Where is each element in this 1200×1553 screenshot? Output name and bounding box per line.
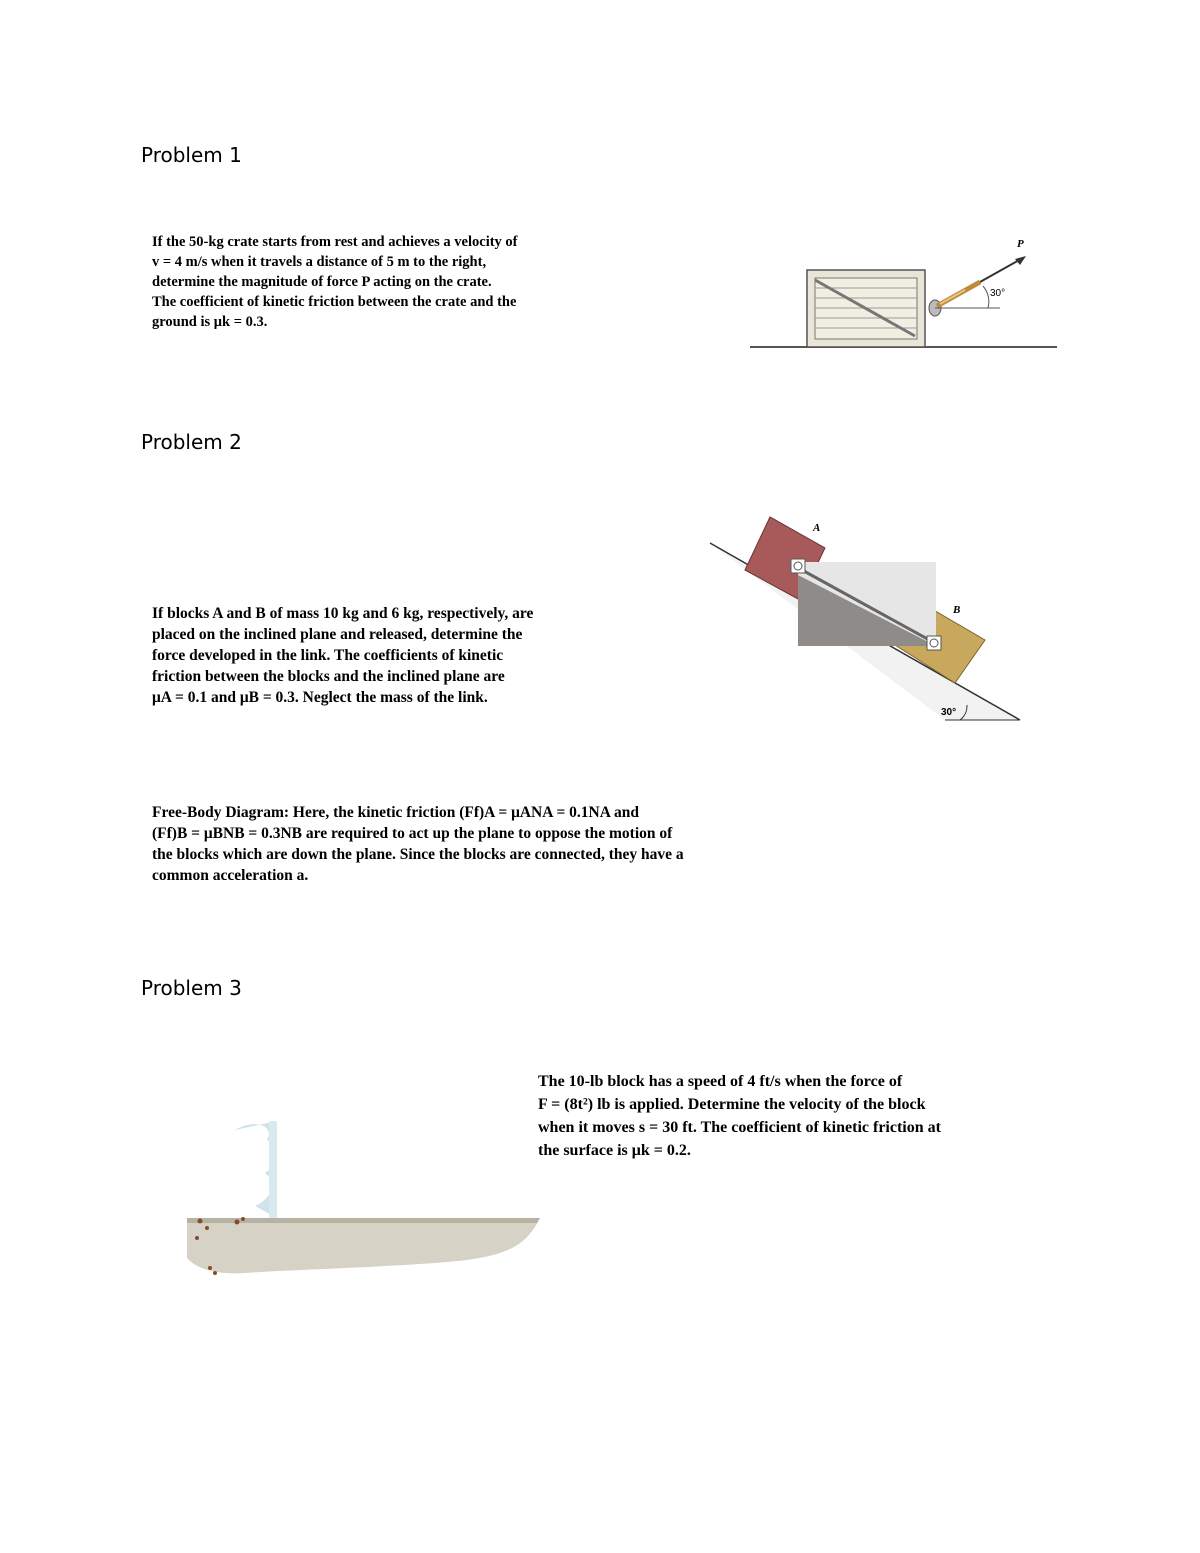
block-a-label: A [813, 522, 821, 534]
incline-figure [705, 515, 1025, 730]
problem-3-line: the surface is μk = 0.2. [538, 1142, 691, 1159]
fbd-line: Free-Body Diagram: Here, the kinetic friction (Ff)A = μANA = 0.1NA and [152, 804, 639, 821]
problem-2-line: placed on the inclined plane and released, determine the [152, 626, 523, 643]
crate [807, 270, 925, 347]
link-pin-b [927, 636, 941, 650]
problem-1-line: If the 50-kg crate starts from rest and achieves a velocity of [152, 234, 518, 250]
problem-3-heading: Problem 3 [141, 976, 242, 1000]
problem-1-line: The coefficient of kinetic friction between the crate and the [152, 294, 517, 310]
problem-1-heading: Problem 1 [141, 143, 242, 167]
problem-3-line: The 10-lb block has a speed of 4 ft/s when the force of [538, 1073, 903, 1090]
problem-3-line: when it moves s = 30 ft. The coefficient of kinetic friction at [538, 1119, 941, 1136]
problem-2-line: If blocks A and B of mass 10 kg and 6 kg, respectively, are [152, 605, 534, 622]
block-b-label: B [953, 604, 961, 616]
angle-label-2: 30° [941, 707, 957, 718]
crate-figure [745, 228, 1065, 368]
problem-2-statement [152, 603, 610, 708]
problem-1-statement [152, 232, 562, 332]
problem-3-statement [538, 1070, 1038, 1162]
problem-2-line: force developed in the link. The coefficients of kinetic [152, 647, 504, 664]
force-arrow [980, 259, 1021, 282]
block-figure [185, 1118, 545, 1283]
ground-surface [187, 1218, 540, 1273]
problem-1-line: determine the magnitude of force P acting on the crate. [152, 274, 492, 290]
problem-2-line: μA = 0.1 and μB = 0.3. Neglect the mass of the link. [152, 689, 488, 706]
problem-2-line: friction between the blocks and the inclined plane are [152, 668, 505, 685]
problem-2-heading: Problem 2 [141, 430, 242, 454]
angle-label-1: 30° [990, 288, 1006, 299]
link-pin-a [791, 559, 805, 573]
fbd-line: the blocks which are down the plane. Since the blocks are connected, they have a [152, 846, 684, 863]
force-p-label: P [1017, 238, 1024, 250]
fbd-line: (Ff)B = μBNB = 0.3NB are required to act up the plane to oppose the motion of [152, 825, 673, 842]
problem-3-line: F = (8t²) lb is applied. Determine the velocity of the block [538, 1096, 926, 1113]
rope-handle [929, 282, 980, 316]
fbd-line: common acceleration a. [152, 867, 309, 884]
problem-1-line: ground is μk = 0.3. [152, 314, 268, 330]
problem-1-line: v = 4 m/s when it travels a distance of 5 m to the right, [152, 254, 487, 270]
free-body-diagram-text [152, 802, 790, 886]
